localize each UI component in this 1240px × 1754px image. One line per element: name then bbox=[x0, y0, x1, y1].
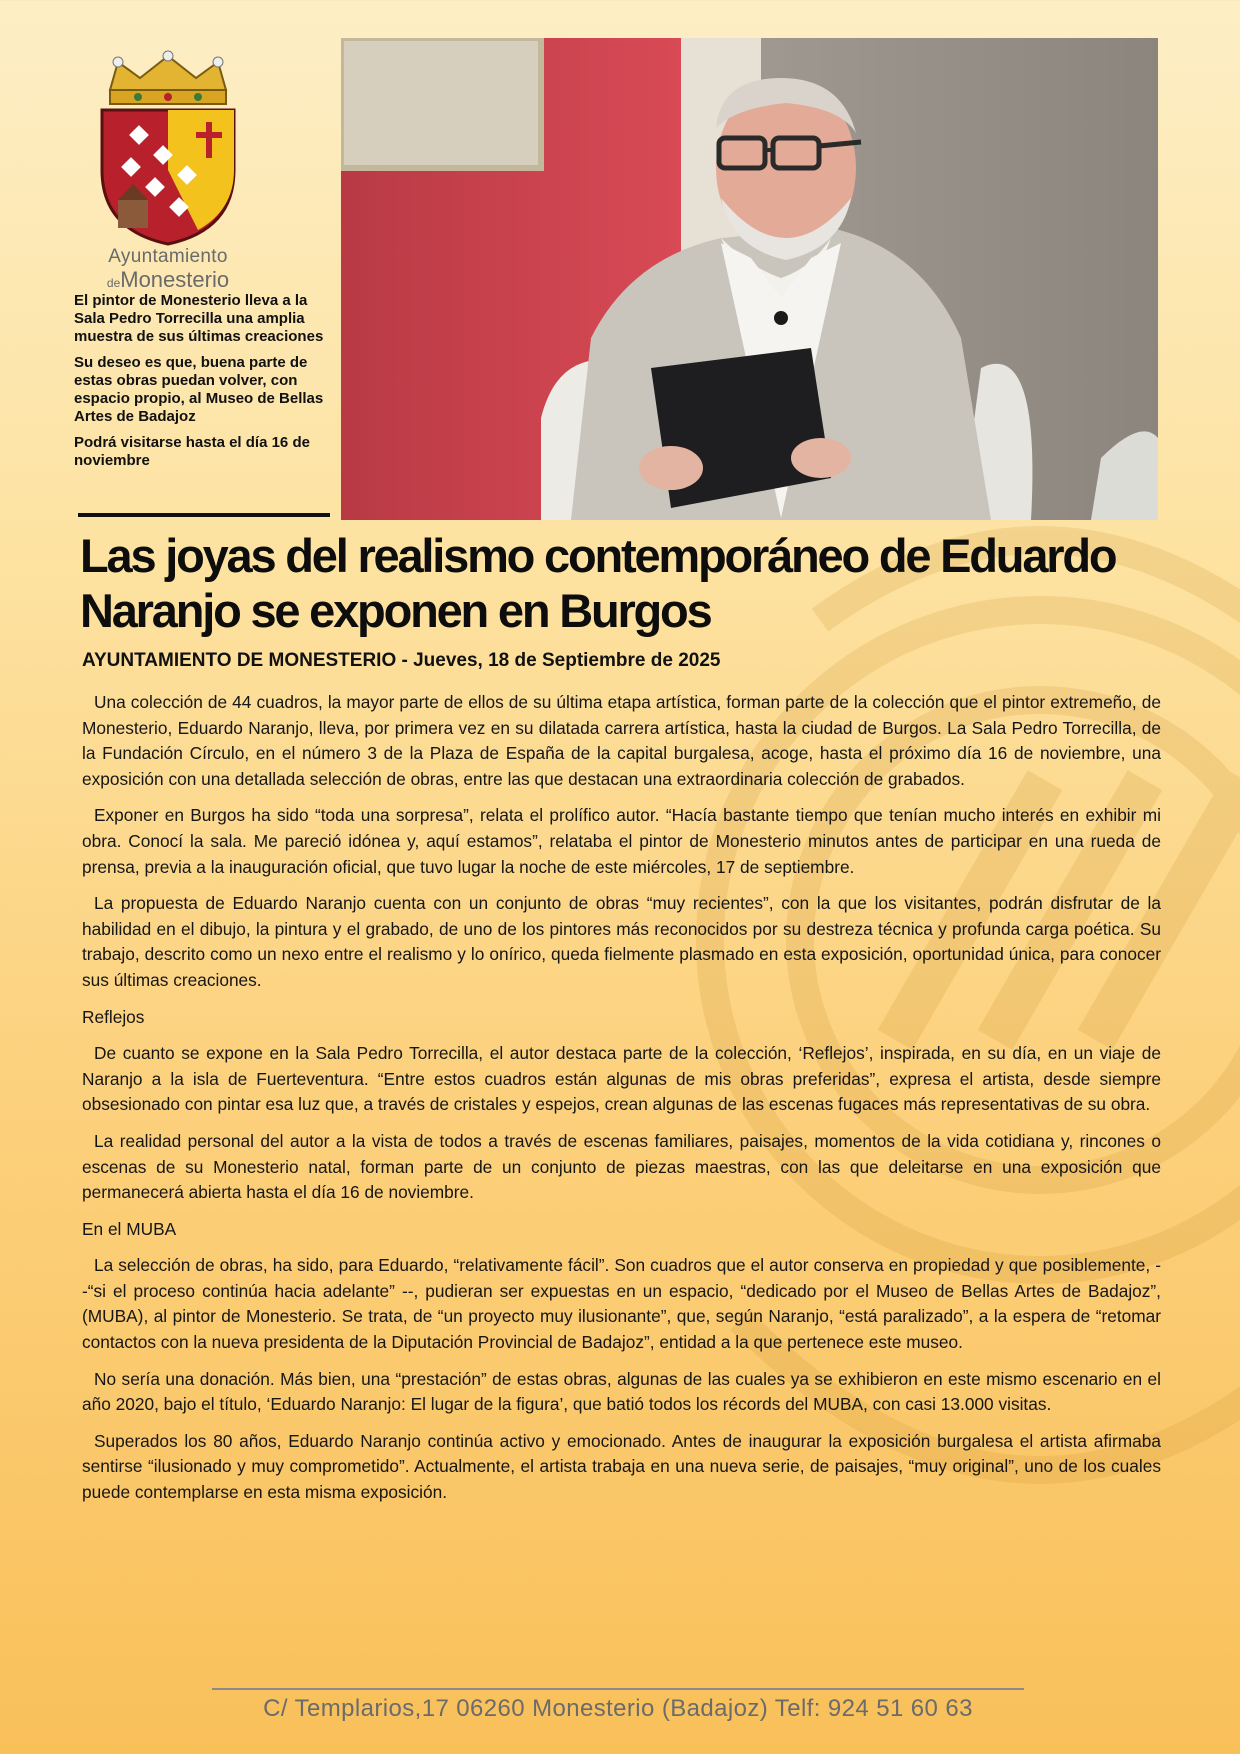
highlights-sidebar bbox=[74, 292, 324, 478]
footer-divider bbox=[212, 1688, 1024, 1690]
article-photo bbox=[341, 38, 1158, 520]
coat-of-arms-icon bbox=[88, 50, 248, 246]
paragraph-6: La selección de obras, ha sido, para Eduardo, “relativamente fácil”. Son cuadros que el autor conserva en propiedad y que posiblemente, --“si el proceso continúa hacia adelante” --, pudieran ser expuestas en un espacio, “dedicado por el Museo de Bellas Artes de Badajoz”, (MUBA), al pintor de Monesterio. Se trata, de “un proyecto muy ilusionante”, que, según Naranjo, “está paralizado”, a la espera de “retomar contactos con la nueva presidenta de la Diputación Provincial de Badajoz”, entidad a la que pertenece este museo. bbox=[82, 1255, 1161, 1353]
subheading-muba: En el MUBA bbox=[82, 1218, 177, 1239]
paragraph-2: Exponer en Burgos ha sido “toda una sorpresa”, relata el prolífico autor. “Hacía bastante tiempo que tenían mucho interés en exhibir mi obra. Conocí la sala. Me pareció idónea y, aquí estamos”, relataba el pintor de Monesterio minutos antes de participar en una rueda de prensa, previa a la inauguración oficial, que tuvo lugar la noche de este miércoles, 17 de septiembre. bbox=[82, 805, 1161, 877]
paragraph-4: De cuanto se expone en la Sala Pedro Torrecilla, el autor destaca parte de la colección, ‘Reflejos’, inspirada, en su día, en un viaje de Naranjo a la isla de Fuerteventura. “Entre estos cuadros están algunas de mis obras preferidas”, expresa el artista, desde siempre obsesionado con pintar esa luz que, a través de cristales y espejos, crean algunas de las escenas fugaces más representativas de su obra. bbox=[82, 1043, 1161, 1115]
logo-line-2-main: Monesterio bbox=[120, 267, 230, 292]
headline: Las joyas del realismo contemporáneo de Eduardo Naranjo se exponen en Burgos bbox=[80, 529, 1116, 637]
paragraph-7: No sería una donación. Más bien, una “prestación” de estas obras, algunas de las cuales ya se exhibieron en este mismo escenario en el año 2020, bajo el título, ‘Eduardo Naranjo: El lugar de la figura’, que batió todos los récords del MUBA, con casi 13.000 visitas. bbox=[82, 1368, 1161, 1415]
highlight-3: Podrá visitarse hasta el día 16 de noviembre bbox=[74, 434, 310, 469]
highlight-2: Su deseo es que, buena parte de estas obras puedan volver, con espacio propio, al Museo de Bellas Artes de Badajoz bbox=[74, 354, 324, 425]
byline: AYUNTAMIENTO DE MONESTERIO - Jueves, 18 de Septiembre de 2025 bbox=[82, 650, 721, 671]
footer-address: C/ Templarios,17 06260 Monesterio (Badajoz) Telf: 924 51 60 63 bbox=[263, 1695, 973, 1722]
paragraph-1: Una colección de 44 cuadros, la mayor parte de ellos de su última etapa artística, forman parte de la colección que el pintor extremeño, de Monesterio, Eduardo Naranjo, lleva, por primera vez en su dilatada carrera artística, hasta la ciudad de Burgos. La Sala Pedro Torrecilla, de la Fundación Círculo, en el número 3 de la Plaza de España de la capital burgalesa, acoge, hasta el próximo día 16 de noviembre, una exposición con una detallada selección de obras, entre las que destacan una extraordinaria colección de grabados. bbox=[82, 692, 1161, 789]
highlight-1: El pintor de Monesterio lleva a la Sala Pedro Torrecilla una amplia muestra de sus últimas creaciones bbox=[74, 292, 324, 345]
article-body bbox=[82, 690, 1161, 1517]
logo-line-2-prefix: de bbox=[106, 276, 121, 290]
municipal-logo bbox=[88, 50, 248, 290]
paragraph-3: La propuesta de Eduardo Naranjo cuenta con un conjunto de obras “muy recientes”, con la que los visitantes, podrán disfrutar de la habilidad en el dibujo, la pintura y el grabado, de uno de los pintores más reconocidos por su destreza técnica y profunda carga poética. Su trabajo, descrito como un nexo entre el realismo y lo onírico, queda fielmente plasmado en esta exposición, oportunidad única, para conocer sus últimas creaciones. bbox=[82, 893, 1161, 990]
highlights-divider bbox=[78, 513, 330, 517]
subheading-reflejos: Reflejos bbox=[82, 1006, 145, 1027]
logo-line-2 bbox=[88, 267, 248, 293]
portrait-image bbox=[341, 38, 1158, 520]
paragraph-8: Superados los 80 años, Eduardo Naranjo continúa activo y emocionado. Antes de inaugurar la exposición burgalesa el artista afirmaba sentirse “ilusionado y muy comprometido”. Actualmente, el artista trabaja en una nueva serie, de paisajes, “muy original”, uno de los cuales puede contemplarse en esta misma exposición. bbox=[82, 1430, 1161, 1503]
logo-line-1: Ayuntamiento bbox=[108, 246, 228, 267]
paragraph-5: La realidad personal del autor a la vista de todos a través de escenas familiares, paisajes, momentos de la vida cotidiana y, rincones o escenas de su Monesterio natal, forman parte de un conjunto de piezas maestras, con las que deleitarse en una exposición que permanecerá abierta hasta el día 16 de noviembre. bbox=[82, 1130, 1161, 1203]
